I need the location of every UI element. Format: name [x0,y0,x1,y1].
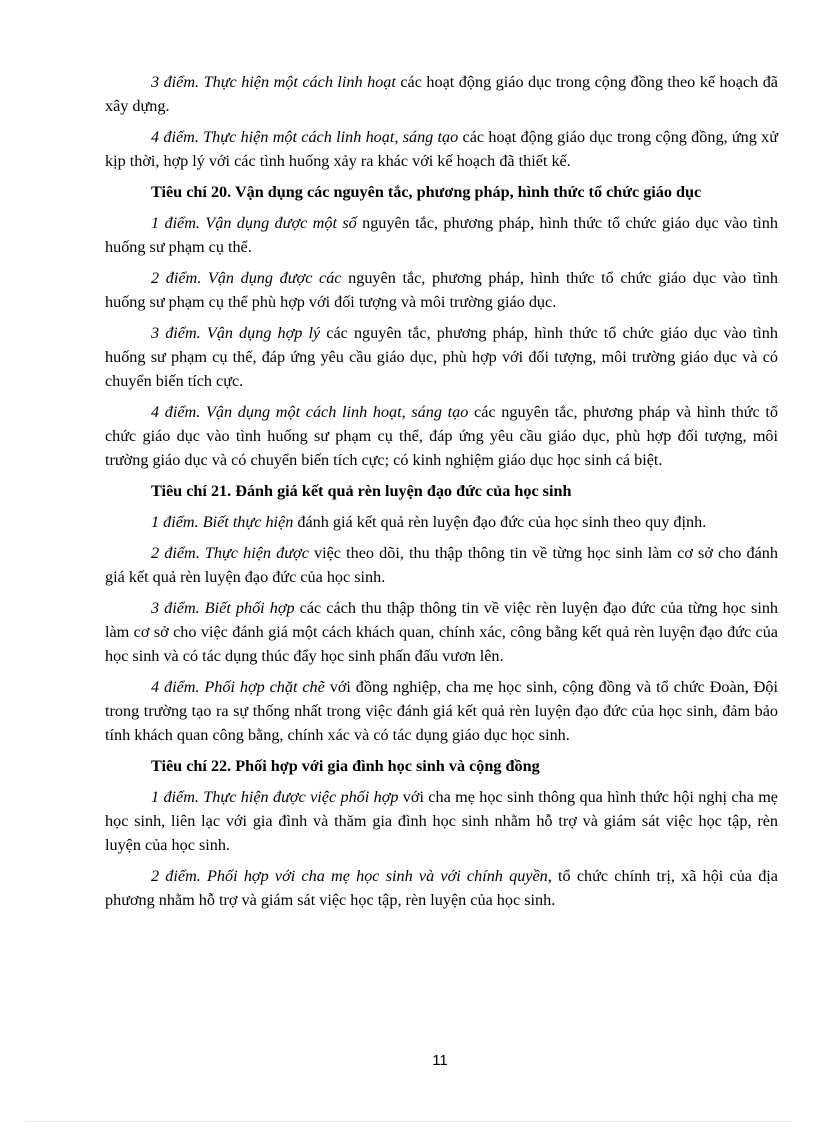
criterion-text: nguyên tắc, phương pháp, hình thức tổ chức giáo dục vào tình huống sư phạm cụ thể. [105,214,778,256]
criterion-text: với đồng nghiệp, cha mẹ học sinh, cộng đồng và tổ chức Đoàn, Đội trong trường tạo ra sự thống nhất trong việc đánh giá kết quả rèn luyện đạo đức của học sinh, đảm bảo tính khách quan công bằng, chính xác và có tác dụng giáo dục học sinh. [105,678,778,744]
page-bottom-divider [25,1121,791,1122]
score-lead: 3 điểm. Vận dụng hợp lý [151,324,321,342]
score-lead: 4 điểm. Vận dụng một cách linh hoạt, sáng tạo [151,403,469,421]
page-number: 11 [432,1052,448,1069]
criterion-heading: Tiêu chí 20. Vận dụng các nguyên tắc, phương pháp, hình thức tổ chức giáo dục [151,183,702,201]
criterion-paragraph [105,321,778,393]
criterion-text: đánh giá kết quả rèn luyện đạo đức của học sinh theo quy định. [293,513,707,531]
score-lead: 4 điểm. Phối hợp chặt chẽ [151,678,325,696]
criterion-text: nguyên tắc, phương pháp, hình thức tổ chức giáo dục vào tình huống sư phạm cụ thể phù hợp với đối tượng và môi trường giáo dục. [105,269,778,311]
score-lead: 4 điểm. Thực hiện một cách linh hoạt, sáng tạo [151,128,459,146]
score-lead: 1 điểm. Biết thực hiện [151,513,294,531]
score-lead: 3 điểm. Thực hiện một cách linh hoạt [151,73,396,91]
criterion-paragraph [105,211,778,259]
criterion-heading: Tiêu chí 21. Đánh giá kết quả rèn luyện đạo đức của học sinh [151,482,572,500]
criterion-text: các hoạt động giáo dục trong cộng đồng theo kế hoạch đã xây dựng. [105,73,778,115]
criterion-text: các hoạt động giáo dục trong cộng đồng, ứng xử kịp thời, hợp lý với các tình huống xảy ra khác với kế hoạch đã thiết kế. [105,128,778,170]
criterion-text: với cha mẹ học sinh thông qua hình thức hội nghị cha mẹ học sinh, liên lạc với gia đình và thăm gia đình học sinh nhằm hỗ trợ và giám sát việc học tập, rèn luyện của học sinh. [105,788,778,854]
criterion-paragraph [105,510,778,534]
criterion-paragraph [105,596,778,668]
criterion-heading: Tiêu chí 22. Phối hợp với gia đình học sinh và cộng đồng [151,757,540,775]
criterion-paragraph [105,864,778,912]
criterion-paragraph [105,266,778,314]
criterion-text: các nguyên tắc, phương pháp, hình thức tổ chức giáo dục vào tình huống sư phạm cụ thể, đáp ứng yêu cầu giáo dục, phù hợp với đối tượng, môi trường giáo dục và có chuyển biến tích cực. [105,324,778,390]
criterion-paragraph [105,70,778,118]
score-lead: 2 điểm. Vận dụng được các [151,269,342,287]
criterion-paragraph [105,125,778,173]
page-body [105,70,778,919]
score-lead: 1 điểm. Vận dụng được một số [151,214,357,232]
criterion-paragraph [105,400,778,472]
score-lead: 2 điểm. Phối hợp với cha mẹ học sinh và với chính quyền [151,867,548,885]
criterion-paragraph [105,785,778,857]
criterion-text: việc theo dõi, thu thập thông tin về từng học sinh làm cơ sở cho đánh giá kết quả rèn luyện đạo đức của học sinh. [105,544,778,586]
criterion-text: , tổ chức chính trị, xã hội của địa phương nhằm hỗ trợ và giám sát việc học tập, rèn luyện của học sinh. [105,867,778,909]
criterion-text: các cách thu thập thông tin về việc rèn luyện đạo đức của từng học sinh làm cơ sở cho việc đánh giá một cách khách quan, chính xác, công bằng kết quả rèn luyện đạo đức của học sinh và có tác dụng thúc đẩy học sinh phấn đấu vươn lên. [105,599,779,665]
score-lead: 1 điểm. Thực hiện được việc phối hợp [151,788,399,806]
criterion-paragraph [105,675,778,747]
criterion-text: các nguyên tắc, phương pháp và hình thức tổ chức giáo dục vào tình huống sư phạm cụ thể, đáp ứng yêu cầu giáo dục, phù hợp đối tượng, môi trường giáo dục và có chuyển biến tích cực; có kinh nghiệm giáo dục học sinh cá biệt. [105,403,779,469]
score-lead: 3 điểm. Biết phối hợp [151,599,295,617]
criterion-paragraph [105,541,778,589]
score-lead: 2 điểm. Thực hiện được [151,544,309,562]
